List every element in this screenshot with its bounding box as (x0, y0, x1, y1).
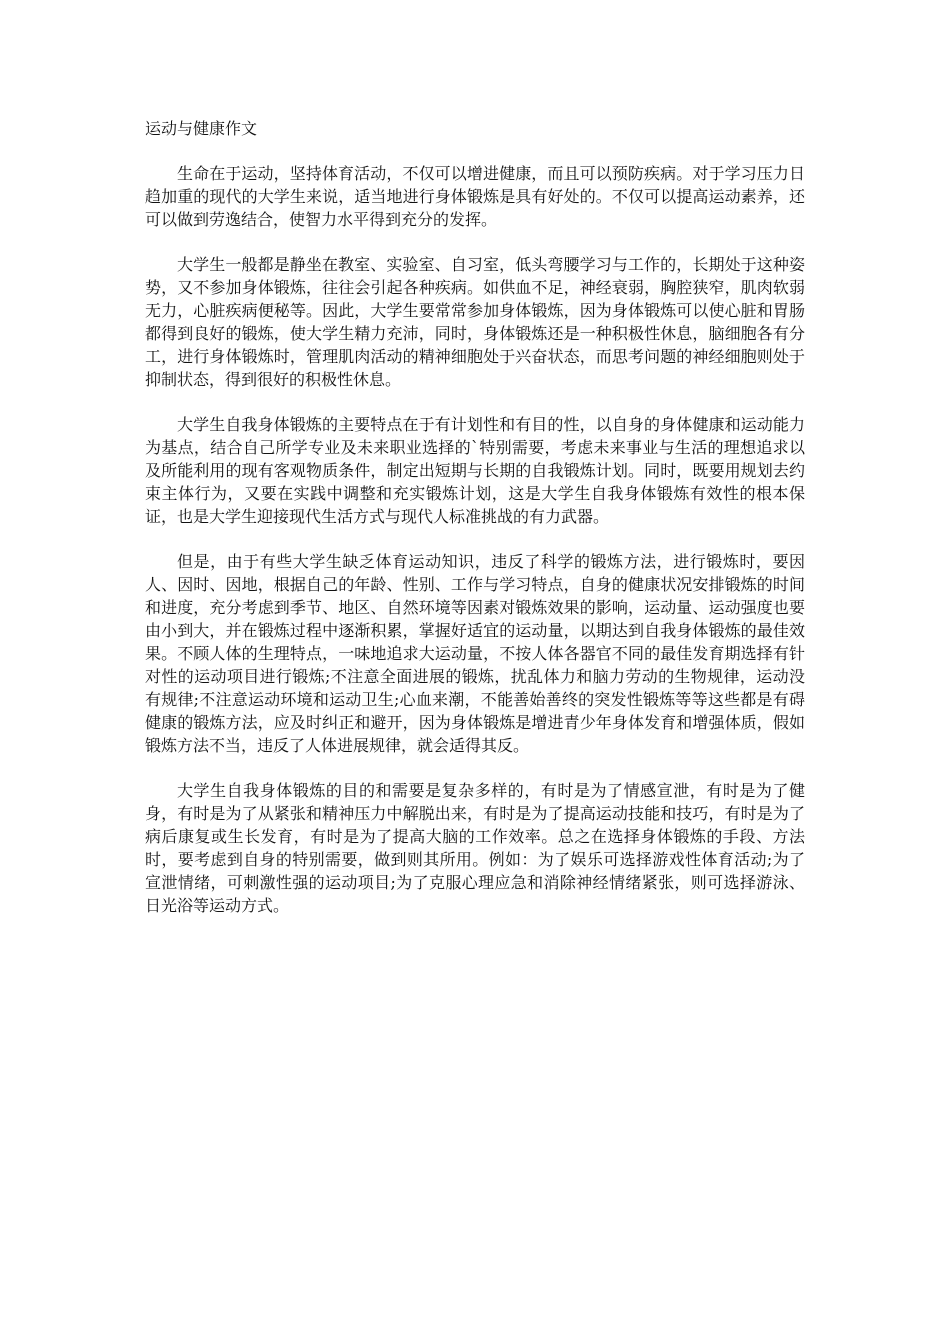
paragraph-2: 大学生一般都是静坐在教室、实验室、自习室，低头弯腰学习与工作的，长期处于这种姿势，又不参加身体锻炼，往往会引起各种疾病。如供血不足，神经衰弱，胸腔狭窄，肌肉软弱无力，心脏疾病便秘等。因此，大学生要常常参加身体锻炼，因为身体锻炼可以使心脏和胃肠都得到良好的锻炼，使大学生精力充沛，同时，身体锻炼还是一种积极性休息，脑细胞各有分工，进行身体锻炼时，管理肌肉活动的精神细胞处于兴奋状态，而思考问题的神经细胞则处于抑制状态，得到很好的积极性休息。 (145, 255, 805, 389)
paragraph-4: 但是，由于有些大学生缺乏体育运动知识，违反了科学的锻炼方法，进行锻炼时，要因人、因时、因地，根据自己的年龄、性别、工作与学习特点，自身的健康状况安排锻炼的时间和进度，充分考虑到季节、地区、自然环境等因素对锻炼效果的影响，运动量、运动强度也要由小到大，并在锻炼过程中逐渐积累，掌握好适宜的运动量，以期达到自我身体锻炼的最佳效果。不顾人体的生理特点，一味地追求大运动量，不按人体各器官不同的最佳发育期选择有针对性的运动项目进行锻炼;不注意全面进展的锻炼，扰乱体力和脑力劳动的生物规律，运动没有规律;不注意运动环境和运动卫生;心血来潮，不能善始善终的突发性锻炼等等这些都是有碍健康的锻炼方法，应及时纠正和避开，因为身体锻炼是增进青少年身体发育和增强体质，假如锻炼方法不当，违反了人体进展规律，就会适得其反。 (145, 552, 805, 755)
document-title: 运动与健康作文 (145, 119, 258, 138)
paragraph-5: 大学生自我身体锻炼的目的和需要是复杂多样的，有时是为了情感宣泄，有时是为了健身，有时是为了从紧张和精神压力中解脱出来，有时是为了提高运动技能和技巧，有时是为了病后康复或生长发育，有时是为了提高大脑的工作效率。总之在选择身体锻炼的手段、方法时，要考虑到自身的特别需要，做到则其所用。例如：为了娱乐可选择游戏性体育活动;为了宣泄情绪，可刺激性强的运动项目;为了克服心理应急和消除神经情绪紧张，则可选择游泳、日光浴等运动方式。 (145, 781, 805, 915)
paragraph-3: 大学生自我身体锻炼的主要特点在于有计划性和有目的性，以自身的身体健康和运动能力为基点，结合自己所学专业及未来职业选择的`特别需要，考虑未来事业与生活的理想追求以及所能利用的现有客观物质条件，制定出短期与长期的自我锻炼计划。同时，既要用规划去约束主体行为，又要在实践中调整和充实锻炼计划，这是大学生自我身体锻炼有效性的根本保证，也是大学生迎接现代生活方式与现代人标准挑战的有力武器。 (145, 415, 805, 526)
document-body (145, 162, 805, 917)
paragraph-1: 生命在于运动，坚持体育活动，不仅可以增进健康，而且可以预防疾病。对于学习压力日趋加重的现代的大学生来说，适当地进行身体锻炼是具有好处的。不仅可以提高运动素养，还可以做到劳逸结合，使智力水平得到充分的发挥。 (145, 164, 805, 229)
document-content (145, 117, 805, 939)
